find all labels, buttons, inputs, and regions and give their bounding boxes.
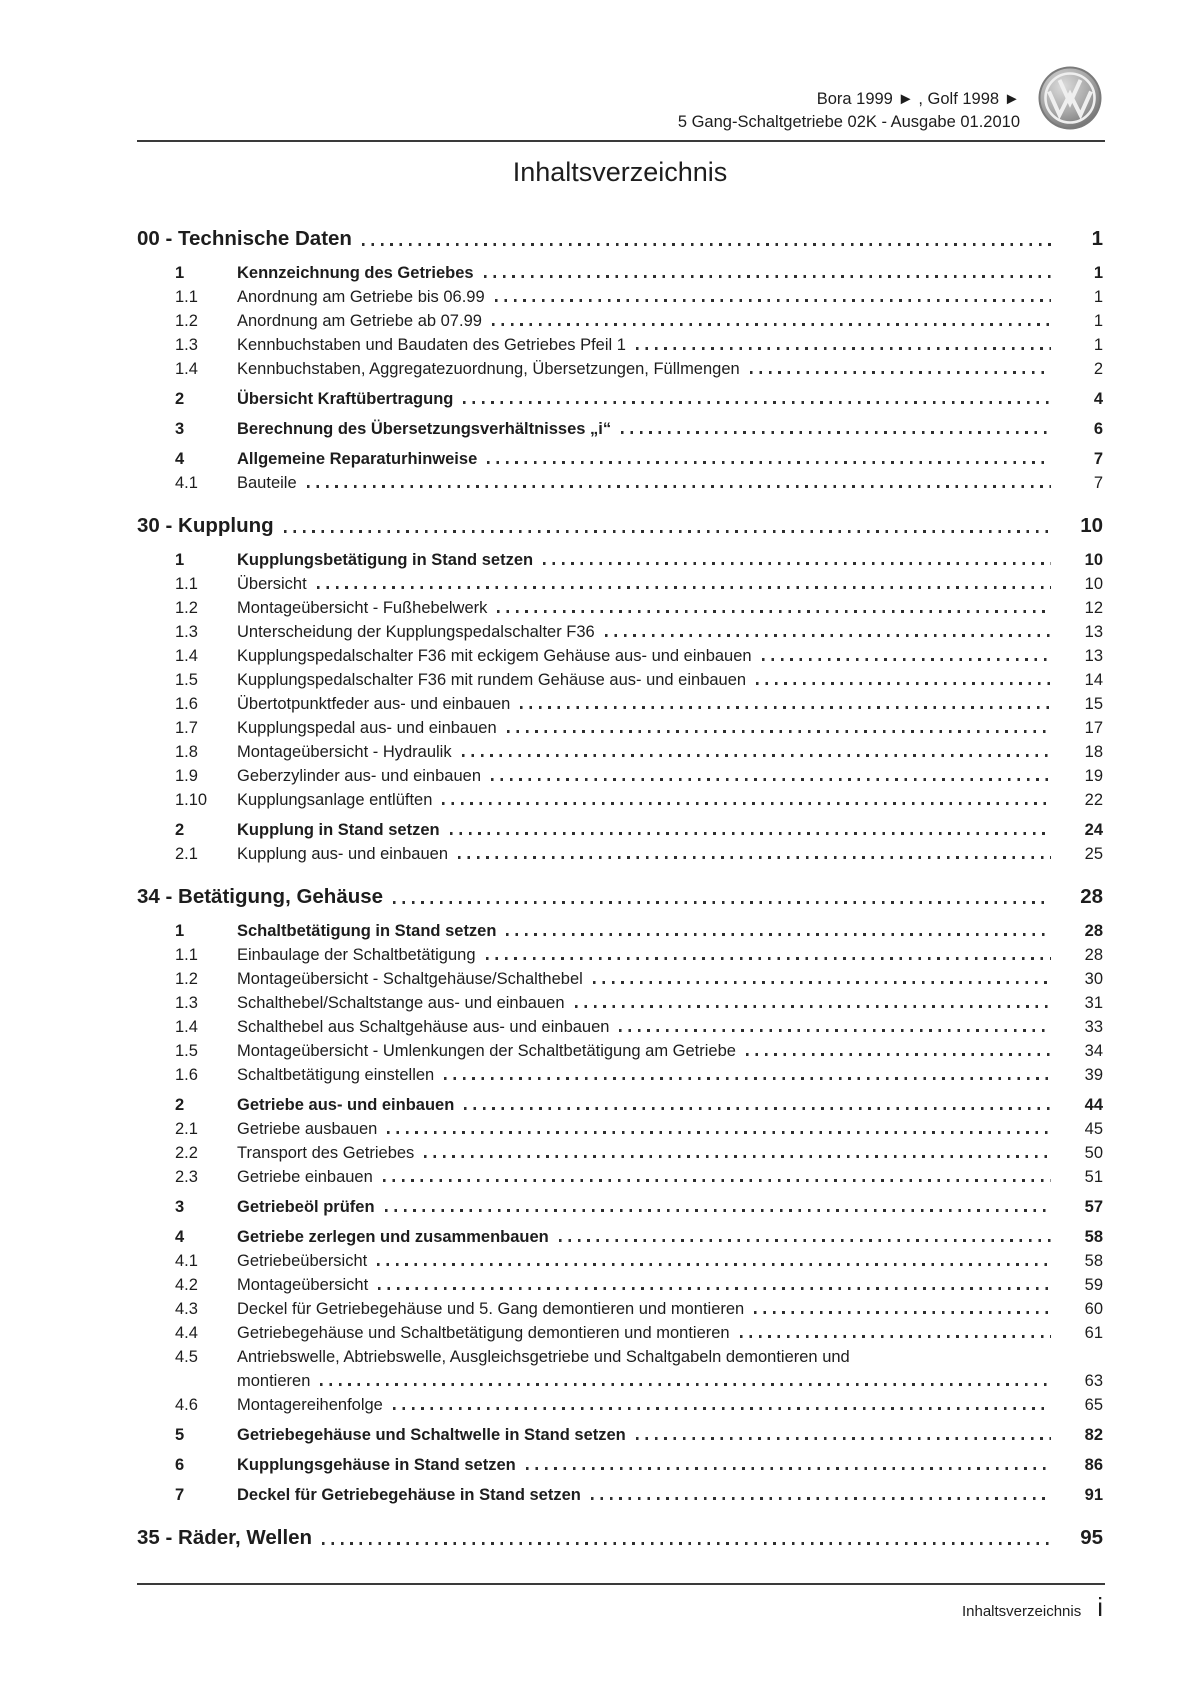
dot-leader bbox=[636, 347, 1051, 350]
dot-leader bbox=[636, 1437, 1051, 1440]
item-title: Kennbuchstaben, Aggregatezuordnung, Übersetzungen, Füllmengen bbox=[237, 360, 740, 378]
footer-divider bbox=[137, 1583, 1105, 1585]
toc bbox=[137, 224, 1103, 1550]
dot-leader bbox=[621, 431, 1051, 434]
page-number: 10 bbox=[1084, 551, 1103, 569]
item-number: 2.1 bbox=[175, 845, 198, 863]
item-number: 1.6 bbox=[175, 1066, 198, 1084]
section-label: 30 - Kupplung bbox=[137, 514, 274, 537]
section-label: 00 - Technische Daten bbox=[137, 227, 352, 250]
dot-leader bbox=[444, 1077, 1051, 1080]
toc-item-row bbox=[137, 1271, 1103, 1295]
page-number: 14 bbox=[1084, 671, 1103, 689]
item-title: Unterscheidung der Kupplungspedalschalter F36 bbox=[237, 623, 595, 641]
item-title: Kupplungspedal aus- und einbauen bbox=[237, 719, 497, 737]
page-number: 19 bbox=[1084, 767, 1103, 785]
item-title: Montageübersicht - Umlenkungen der Schaltbetätigung am Getriebe bbox=[237, 1042, 736, 1060]
item-number: 4.6 bbox=[175, 1396, 198, 1414]
header-divider bbox=[137, 140, 1105, 142]
item-number: 1.7 bbox=[175, 719, 198, 737]
page-number: 1 bbox=[1093, 264, 1103, 282]
dot-leader bbox=[750, 371, 1051, 374]
toc-item-row bbox=[137, 385, 1103, 409]
vw-logo-icon bbox=[1038, 66, 1102, 130]
item-number: 1.1 bbox=[175, 575, 198, 593]
item-number: 1.2 bbox=[175, 599, 198, 617]
dot-leader bbox=[487, 461, 1051, 464]
page-number: 63 bbox=[1084, 1372, 1103, 1390]
dot-leader bbox=[383, 1179, 1051, 1182]
page-header bbox=[137, 0, 1103, 134]
item-number: 1.9 bbox=[175, 767, 198, 785]
toc-item-row bbox=[137, 1481, 1103, 1505]
item-title: Schalthebel aus Schaltgehäuse aus- und einbauen bbox=[237, 1018, 610, 1036]
dot-leader bbox=[591, 1497, 1051, 1500]
item-number: 4.1 bbox=[175, 1252, 198, 1270]
toc-item-row bbox=[137, 594, 1103, 618]
page-number: 10 bbox=[1080, 514, 1103, 537]
item-title: Einbaulage der Schaltbetätigung bbox=[237, 946, 476, 964]
item-number: 2.1 bbox=[175, 1120, 198, 1138]
item-title: Deckel für Getriebegehäuse in Stand setzen bbox=[237, 1486, 581, 1504]
item-number: 7 bbox=[175, 1486, 185, 1504]
page-number: 2 bbox=[1093, 360, 1103, 378]
page-number: 86 bbox=[1084, 1456, 1103, 1474]
item-title: Kupplungsgehäuse in Stand setzen bbox=[237, 1456, 516, 1474]
dot-leader bbox=[756, 682, 1051, 685]
page-number: 24 bbox=[1084, 821, 1103, 839]
toc-item-row bbox=[137, 1295, 1103, 1319]
item-number: 1.10 bbox=[175, 791, 208, 809]
item-number: 1.4 bbox=[175, 360, 198, 378]
page-number: 30 bbox=[1084, 970, 1103, 988]
dot-leader bbox=[543, 562, 1051, 565]
toc-item-row bbox=[137, 1319, 1103, 1343]
item-title: Deckel für Getriebegehäuse und 5. Gang demontieren und montieren bbox=[237, 1300, 745, 1318]
page-number: 31 bbox=[1084, 994, 1103, 1012]
dot-leader bbox=[450, 832, 1051, 835]
item-title: Montageübersicht - Schaltgehäuse/Schalthebel bbox=[237, 970, 583, 988]
item-number: 1.1 bbox=[175, 288, 198, 306]
page-number: 6 bbox=[1093, 420, 1103, 438]
page-number: 7 bbox=[1093, 474, 1103, 492]
page-number: 82 bbox=[1084, 1426, 1103, 1444]
dot-leader bbox=[464, 1107, 1051, 1110]
toc-item-row bbox=[137, 618, 1103, 642]
item-number: 1.6 bbox=[175, 695, 198, 713]
item-number: 4.3 bbox=[175, 1300, 198, 1318]
item-number: 1 bbox=[175, 264, 185, 282]
item-number: 4.4 bbox=[175, 1324, 198, 1342]
toc-item-row bbox=[137, 1139, 1103, 1163]
page-number: 50 bbox=[1084, 1144, 1103, 1162]
item-title: montieren bbox=[237, 1372, 311, 1390]
toc-item-row bbox=[137, 1247, 1103, 1271]
page-number: 18 bbox=[1084, 743, 1103, 761]
dot-leader bbox=[506, 933, 1051, 936]
page-number: 95 bbox=[1080, 1526, 1103, 1549]
toc-item-row bbox=[137, 840, 1103, 864]
dot-leader bbox=[507, 730, 1051, 733]
item-number: 4.1 bbox=[175, 474, 198, 492]
item-number: 1.3 bbox=[175, 336, 198, 354]
page-number: 4 bbox=[1093, 390, 1103, 408]
dot-leader bbox=[458, 856, 1051, 859]
toc-item-row bbox=[137, 415, 1103, 439]
page-number: 7 bbox=[1093, 450, 1103, 468]
item-number: 1.3 bbox=[175, 994, 198, 1012]
dot-leader bbox=[497, 610, 1051, 613]
page-number: 25 bbox=[1084, 845, 1103, 863]
toc-item-row bbox=[137, 1193, 1103, 1217]
footer-label: Inhaltsverzeichnis bbox=[961, 1603, 1082, 1620]
dot-leader bbox=[462, 754, 1051, 757]
item-number: 4 bbox=[175, 1228, 185, 1246]
item-title: Montagereihenfolge bbox=[237, 1396, 383, 1414]
dot-leader bbox=[284, 530, 1051, 533]
page-number: 12 bbox=[1084, 599, 1103, 617]
item-number: 1.4 bbox=[175, 647, 198, 665]
item-title: Kupplung aus- und einbauen bbox=[237, 845, 449, 863]
toc-section-row bbox=[137, 1523, 1103, 1550]
toc-item-row bbox=[137, 1451, 1103, 1475]
toc-section-row bbox=[137, 511, 1103, 538]
dot-leader bbox=[619, 1029, 1051, 1032]
page-number: 10 bbox=[1084, 575, 1103, 593]
toc-item-row bbox=[137, 917, 1103, 941]
item-title: Allgemeine Reparaturhinweise bbox=[237, 450, 478, 468]
toc-item-row bbox=[137, 690, 1103, 714]
dot-leader bbox=[424, 1155, 1051, 1158]
toc-item-row bbox=[137, 816, 1103, 840]
item-title: Getriebeübersicht bbox=[237, 1252, 368, 1270]
header-subtitle-line: 5 Gang-Schaltgetriebe 02K - Ausgabe 01.2010 bbox=[677, 113, 1020, 131]
toc-item-row bbox=[137, 283, 1103, 307]
item-title: Montageübersicht bbox=[237, 1276, 369, 1294]
toc-item-row bbox=[137, 1421, 1103, 1445]
item-title: Montageübersicht - Hydraulik bbox=[237, 743, 452, 761]
dot-leader bbox=[520, 706, 1051, 709]
page-number: 1 bbox=[1091, 227, 1103, 250]
section-label: 34 - Betätigung, Gehäuse bbox=[137, 885, 384, 908]
toc-item-row bbox=[137, 762, 1103, 786]
item-number: 2.2 bbox=[175, 1144, 198, 1162]
section-label: 35 - Räder, Wellen bbox=[137, 1526, 313, 1549]
dot-leader bbox=[526, 1467, 1051, 1470]
toc-item-row bbox=[137, 570, 1103, 594]
item-number: 4.2 bbox=[175, 1276, 198, 1294]
item-number: 2 bbox=[175, 1096, 185, 1114]
toc-item-row bbox=[137, 941, 1103, 965]
toc-item-row bbox=[137, 1091, 1103, 1115]
page-number: 39 bbox=[1084, 1066, 1103, 1084]
item-title: Kupplungspedalschalter F36 mit rundem Gehäuse aus- und einbauen bbox=[237, 671, 747, 689]
toc-item-row bbox=[137, 1061, 1103, 1085]
page-number: 22 bbox=[1084, 791, 1103, 809]
page-title: Inhaltsverzeichnis bbox=[512, 157, 728, 187]
item-title: Geberzylinder aus- und einbauen bbox=[237, 767, 481, 785]
toc-item-row bbox=[137, 989, 1103, 1013]
dot-leader bbox=[317, 586, 1051, 589]
page-number: 65 bbox=[1084, 1396, 1103, 1414]
item-title: Getriebegehäuse und Schaltwelle in Stand setzen bbox=[237, 1426, 626, 1444]
item-title: Transport des Getriebes bbox=[237, 1144, 415, 1162]
dot-leader bbox=[442, 802, 1051, 805]
item-title: Getriebeöl prüfen bbox=[237, 1198, 375, 1216]
toc-item-row bbox=[137, 965, 1103, 989]
dot-leader bbox=[605, 634, 1051, 637]
item-number: 3 bbox=[175, 420, 185, 438]
dot-leader bbox=[492, 323, 1051, 326]
item-title: Kupplung in Stand setzen bbox=[237, 821, 440, 839]
toc-item-row bbox=[137, 1115, 1103, 1139]
item-number: 1.4 bbox=[175, 1018, 198, 1036]
page-number: 13 bbox=[1084, 647, 1103, 665]
page-number: 58 bbox=[1084, 1228, 1103, 1246]
item-number: 1.1 bbox=[175, 946, 198, 964]
item-title: Getriebe einbauen bbox=[237, 1168, 373, 1186]
footer-page-number: i bbox=[1097, 1592, 1103, 1622]
item-number: 1 bbox=[175, 922, 185, 940]
item-title: Anordnung am Getriebe bis 06.99 bbox=[237, 288, 485, 306]
toc-section-row bbox=[137, 882, 1103, 909]
item-title: Kennzeichnung des Getriebes bbox=[237, 264, 474, 282]
dot-leader bbox=[754, 1311, 1051, 1314]
toc-item-row bbox=[137, 355, 1103, 379]
dot-leader bbox=[484, 275, 1051, 278]
item-title: Getriebegehäuse und Schaltbetätigung demontieren und montieren bbox=[237, 1324, 730, 1342]
dot-leader bbox=[393, 1407, 1051, 1410]
item-title: Kupplungspedalschalter F36 mit eckigem Gehäuse aus- und einbauen bbox=[237, 647, 752, 665]
toc-item-row bbox=[137, 786, 1103, 810]
item-title: Berechnung des Übersetzungsverhältnisses „i“ bbox=[237, 420, 612, 438]
item-title: Montageübersicht - Fußhebelwerk bbox=[237, 599, 488, 617]
dot-leader bbox=[486, 957, 1051, 960]
item-number: 1.8 bbox=[175, 743, 198, 761]
item-number: 1.5 bbox=[175, 671, 198, 689]
toc-item-row-continued bbox=[137, 1367, 1103, 1391]
toc-item-row bbox=[137, 738, 1103, 762]
page-number: 57 bbox=[1084, 1198, 1103, 1216]
toc-item-row bbox=[137, 642, 1103, 666]
page-number: 1 bbox=[1093, 336, 1103, 354]
toc-section-row bbox=[137, 224, 1103, 251]
item-title: Bauteile bbox=[237, 474, 297, 492]
toc-item-row bbox=[137, 469, 1103, 493]
dot-leader bbox=[559, 1239, 1051, 1242]
toc-item-row bbox=[137, 445, 1103, 469]
page-number: 28 bbox=[1080, 885, 1103, 908]
item-title: Anordnung am Getriebe ab 07.99 bbox=[237, 312, 482, 330]
toc-item-row bbox=[137, 1223, 1103, 1247]
page-footer bbox=[137, 1592, 1103, 1623]
toc-item-row bbox=[137, 1163, 1103, 1187]
item-number: 4.5 bbox=[175, 1348, 198, 1366]
item-title: Übersicht bbox=[237, 575, 307, 593]
item-number: 1.5 bbox=[175, 1042, 198, 1060]
toc-item-row bbox=[137, 1343, 1103, 1367]
page-number: 28 bbox=[1084, 922, 1103, 940]
toc-item-row bbox=[137, 546, 1103, 570]
item-number: 2 bbox=[175, 390, 185, 408]
dot-leader bbox=[746, 1053, 1051, 1056]
item-title: Antriebswelle, Abtriebswelle, Ausgleichsgetriebe und Schaltgabeln demontieren und bbox=[237, 1348, 850, 1366]
toc-item-row bbox=[137, 1037, 1103, 1061]
dot-leader bbox=[593, 981, 1051, 984]
page-number: 15 bbox=[1084, 695, 1103, 713]
dot-leader bbox=[378, 1287, 1051, 1290]
dot-leader bbox=[575, 1005, 1052, 1008]
item-title: Übertotpunktfeder aus- und einbauen bbox=[237, 695, 511, 713]
dot-leader bbox=[393, 901, 1051, 904]
page-number: 61 bbox=[1084, 1324, 1103, 1342]
item-number: 5 bbox=[175, 1426, 185, 1444]
item-title: Kupplungsbetätigung in Stand setzen bbox=[237, 551, 534, 569]
item-number: 2.3 bbox=[175, 1168, 198, 1186]
dot-leader bbox=[387, 1131, 1051, 1134]
page-number: 17 bbox=[1084, 719, 1103, 737]
item-title: Schaltbetätigung in Stand setzen bbox=[237, 922, 497, 940]
dot-leader bbox=[740, 1335, 1051, 1338]
dot-leader bbox=[307, 485, 1051, 488]
page-number: 34 bbox=[1084, 1042, 1103, 1060]
dot-leader bbox=[491, 778, 1051, 781]
item-title: Schalthebel/Schaltstange aus- und einbauen bbox=[237, 994, 565, 1012]
item-number: 1.2 bbox=[175, 312, 198, 330]
item-number: 6 bbox=[175, 1456, 185, 1474]
dot-leader bbox=[495, 299, 1051, 302]
item-title: Getriebe zerlegen und zusammenbauen bbox=[237, 1228, 549, 1246]
toc-item-row bbox=[137, 714, 1103, 738]
dot-leader bbox=[362, 243, 1051, 246]
toc-item-row bbox=[137, 307, 1103, 331]
dot-leader bbox=[762, 658, 1051, 661]
page-number: 33 bbox=[1084, 1018, 1103, 1036]
item-title: Getriebe aus- und einbauen bbox=[237, 1096, 455, 1114]
page-number: 13 bbox=[1084, 623, 1103, 641]
dot-leader bbox=[463, 401, 1051, 404]
header-models-line: Bora 1999 ► , Golf 1998 ► bbox=[816, 90, 1020, 108]
dot-leader bbox=[322, 1542, 1051, 1545]
toc-item-row bbox=[137, 1013, 1103, 1037]
page-number: 44 bbox=[1084, 1096, 1103, 1114]
dot-leader bbox=[377, 1263, 1051, 1266]
toc-item-row bbox=[137, 666, 1103, 690]
toc-item-row bbox=[137, 331, 1103, 355]
page-number: 91 bbox=[1084, 1486, 1103, 1504]
dot-leader bbox=[385, 1209, 1051, 1212]
page-number: 58 bbox=[1084, 1252, 1103, 1270]
item-title: Kupplungsanlage entlüften bbox=[237, 791, 433, 809]
page-number: 28 bbox=[1084, 946, 1103, 964]
page-number: 59 bbox=[1084, 1276, 1103, 1294]
item-title: Kennbuchstaben und Baudaten des Getriebes Pfeil 1 bbox=[237, 336, 626, 354]
toc-item-row bbox=[137, 259, 1103, 283]
page-number: 45 bbox=[1084, 1120, 1103, 1138]
item-number: 3 bbox=[175, 1198, 185, 1216]
item-title: Getriebe ausbauen bbox=[237, 1120, 378, 1138]
item-number: 1 bbox=[175, 551, 185, 569]
page-number: 60 bbox=[1084, 1300, 1103, 1318]
page-number: 1 bbox=[1093, 288, 1103, 306]
page-number: 1 bbox=[1093, 312, 1103, 330]
item-number: 1.3 bbox=[175, 623, 198, 641]
item-number: 2 bbox=[175, 821, 185, 839]
dot-leader bbox=[320, 1383, 1051, 1386]
page-number: 51 bbox=[1084, 1168, 1103, 1186]
item-number: 1.2 bbox=[175, 970, 198, 988]
item-title: Schaltbetätigung einstellen bbox=[237, 1066, 435, 1084]
item-number: 4 bbox=[175, 450, 185, 468]
item-title: Übersicht Kraftübertragung bbox=[237, 390, 454, 408]
toc-item-row bbox=[137, 1391, 1103, 1415]
